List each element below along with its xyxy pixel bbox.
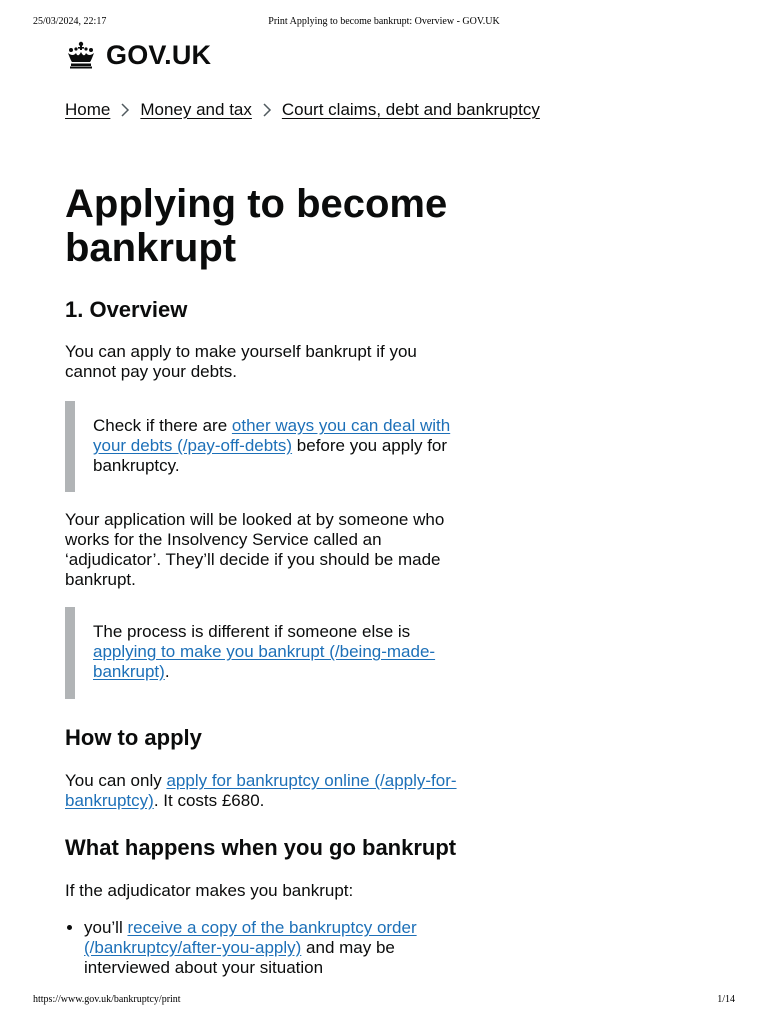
crown-icon (65, 41, 97, 69)
inset2-text-after: . (164, 662, 170, 681)
breadcrumb-money-and-tax[interactable]: Money and tax (140, 100, 252, 119)
print-page-number: 1/14 (717, 994, 735, 1005)
list-item (84, 918, 469, 978)
breadcrumb-home[interactable]: Home (65, 100, 111, 119)
how-to-apply-text-before: You can only (65, 771, 167, 790)
print-url: https://www.gov.uk/bankruptcy/print (33, 994, 181, 1005)
govuk-logo[interactable] (65, 38, 211, 72)
inset2-text-before: The process is different if someone else is (93, 622, 411, 641)
how-to-apply-text-after: . It costs £680. (153, 791, 265, 810)
link-pay-off-debts[interactable]: other ways you can deal with your debts (/pay-off-debts) (93, 416, 451, 455)
link-being-made-bankrupt[interactable]: applying to make you bankrupt (/being-made-bankrupt) (93, 642, 436, 681)
bullet1-text-after: and may be interviewed about your situation (84, 938, 395, 977)
what-happens-intro: If the adjudicator makes you bankrupt: (65, 881, 354, 900)
print-page-title: Print Applying to become bankrupt: Overview - GOV.UK (268, 16, 500, 27)
inset1-text-before: Check if there are (93, 416, 232, 435)
chevron-right-icon (262, 103, 272, 117)
link-apply-for-bankruptcy[interactable]: apply for bankruptcy online (/apply-for-bankruptcy) (65, 771, 457, 810)
adjudicator-paragraph: Your application will be looked at by someone who works for the Insolvency Service called an ‘adjudicator’. They’ll decide if you should be made bankrupt. (65, 510, 445, 589)
heading-how-to-apply: How to apply (65, 725, 202, 750)
page-title: Applying to become bankrupt (65, 182, 448, 270)
inset-text-pay-off-debts (65, 401, 485, 492)
inset1-text-after: before you apply for bankruptcy. (93, 436, 448, 475)
intro-paragraph: You can apply to make yourself bankrupt if you cannot pay your debts. (65, 342, 417, 381)
print-footer (0, 992, 768, 1008)
chevron-right-icon (120, 103, 130, 117)
breadcrumb (65, 100, 540, 120)
link-bankruptcy-order[interactable]: receive a copy of the bankruptcy order (/bankruptcy/after-you-apply) (84, 918, 417, 957)
section-heading-overview: 1. Overview (65, 297, 188, 322)
bullet1-text-before: you’ll (84, 918, 128, 937)
print-datetime: 25/03/2024, 22:17 (33, 16, 107, 27)
logo-text: GOV.UK (106, 39, 212, 70)
print-header (0, 14, 768, 30)
inset-text-being-made-bankrupt (65, 607, 485, 699)
what-happens-list (65, 918, 469, 978)
breadcrumb-court-claims[interactable]: Court claims, debt and bankruptcy (281, 100, 540, 119)
how-to-apply-paragraph (65, 771, 480, 811)
heading-what-happens: What happens when you go bankrupt (65, 835, 457, 860)
